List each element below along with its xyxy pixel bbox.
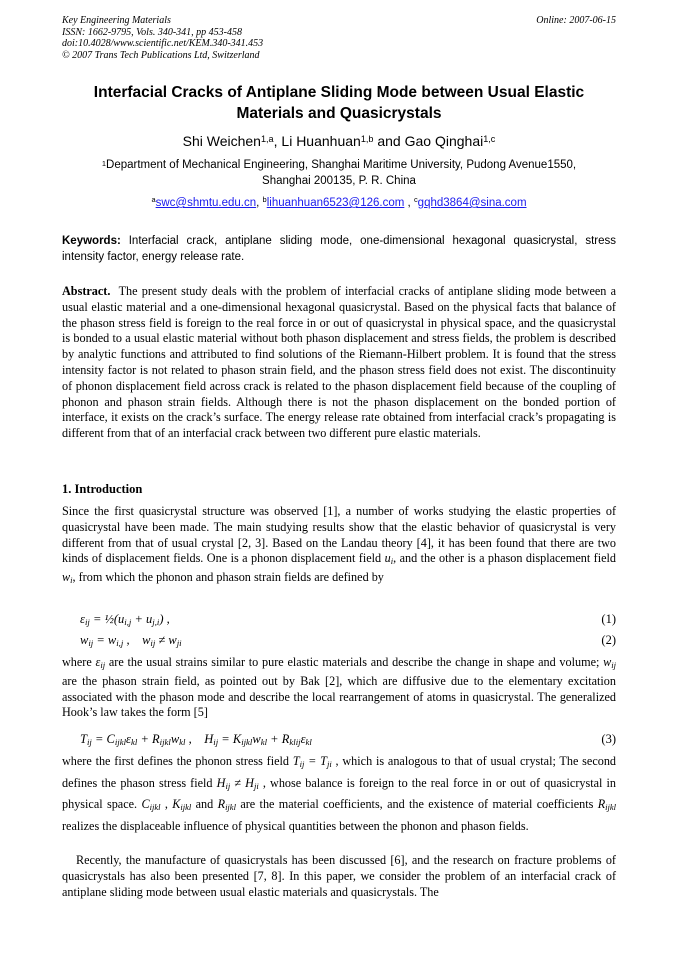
doi-line: doi:10.4028/www.scientific.net/KEM.340-341.453: [62, 38, 264, 49]
email-link[interactable]: swc@shmtu.edu.cn: [155, 197, 257, 209]
intro-paragraph-3: where the first defines the phonon stress field Tij = Tji , which is analogous to that of usual crystal; The second defines the phason stress field Hij ≠ Hji , whose balance is foreign to the real force in or out of quasicrystal in physical space. Cijkl , Kijkl and Rijkl are the material coefficients, and the existence of material coefficients Rijkl realizes the displaceable influence of physical quantities between the phonon and phason fields.: [62, 754, 617, 833]
author-name: Li Huanhuan: [281, 133, 361, 149]
keywords-text: Interfacial crack, antiplane sliding mode, one-dimensional hexagonal quasicrystal, stress intensity factor, energy release rate.: [62, 235, 616, 263]
author-mark: 1,a: [260, 134, 274, 144]
affiliation-line-1: Department of Mechanical Engineering, Shanghai Maritime University, Pudong Avenue1550,: [106, 159, 577, 171]
email-link[interactable]: lihuanhuan6523@126.com: [266, 197, 405, 209]
copyright-line: © 2007 Trans Tech Publications Ltd, Switzerland: [62, 49, 260, 61]
email-separator: ,: [256, 197, 263, 209]
abstract-text: The present study deals with the problem of interfacial cracks of antiplane sliding mode between a usual elastic material and a one-dimensional hexagonal quasicrystal. Based on the physical facts that balance of the phason stress field is foreign to the real force in or out of quasicrystal in physical space, and the quasicrystal is bonded to a usual elastic material without both phason displacement and stress fields, the problem is described by analytic functions and attributed to find solutions of the Riemann-Hilbert problem. It is found that the stress intensity factor is not related to phason strain field, and the phason stress field does not exist. The discontinuity of phonon displacement field across crack is related to the phason displacement field because of the coupling of phonon and phason strain fields. Although there is not the phason displacement on the bonded portion of interface, it exists on the crack’s surface. The energy release rate obtained from interfacial crack’s propagating is different from that of an interfacial crack between two different pure elastic materials.: [62, 284, 616, 441]
affiliation: [62, 158, 616, 189]
journal-name: Key Engineering Materials: [62, 15, 171, 26]
keywords-label: Keywords:: [62, 235, 121, 247]
journal-header: [62, 15, 616, 61]
online-date: Online: 2007-06-15: [536, 15, 616, 26]
author-mark: 1,b: [360, 134, 374, 144]
title-line-2: Materials and Quasicrystals: [236, 105, 442, 122]
affiliation-mark: 1: [101, 159, 107, 168]
paper-title: [62, 82, 616, 124]
author-separator: and: [373, 133, 405, 149]
author-name: Shi Weichen: [182, 133, 261, 149]
intro-paragraph-4: Recently, the manufacture of quasicrystals has been discussed [6], and the research on fracture problems of quasicrystals has also been presented [7, 8]. In this paper, we consider the problem of an interfacial crack of antiplane sliding mode between usual elastic materials and quasicrystals. The: [62, 853, 616, 899]
email-mark: a: [151, 195, 156, 204]
equation-1: εij = ½(ui,j + uj,i) , (1): [80, 612, 616, 627]
equation-number: (1): [601, 612, 616, 626]
author-separator: ,: [273, 133, 282, 149]
author-list: [62, 132, 616, 150]
equation-number: (3): [601, 732, 616, 746]
equation-3: Tij = Cijklεkl + Rijklwkl , Hij = Kijklwkl + Rklijεkl (3): [80, 732, 616, 747]
title-line-1: Interfacial Cracks of Antiplane Sliding Mode between Usual Elastic: [93, 84, 585, 101]
email-mark: b: [262, 195, 267, 204]
intro-paragraph-1: Since the first quasicrystal structure was observed [1], a number of works studying the elastic properties of quasicrystal have been made. The main studying results show that the elastic behavior of quasicrystal is very different from that of usual crystal [2, 3]. Based on the Landau theory [4], it has been found that there are two kinds of displacement fields. One is a phonon displacement field ui, and the other is a phason displacement field wi, from which the phonon and phason strain fields are defined by: [62, 504, 617, 586]
email-separator: ,: [404, 197, 414, 209]
section-heading: 1. Introduction: [62, 482, 143, 496]
email-list: [62, 196, 616, 211]
email-link[interactable]: gqhd3864@sina.com: [417, 197, 527, 209]
equation-2: wij = wi,j , wij ≠ wji (2): [80, 633, 616, 648]
equation-number: (2): [601, 633, 616, 647]
keywords: [62, 233, 616, 265]
intro-paragraph-2: where εij are the usual strains similar to pure elastic materials and describe the change in shape and volume; wij are the phason strain field, as pointed out by Bak [2], which are diffusive due to the elementary excitation associated with the phason mode and describe the local rearrangement of atoms in quasicrystal. The generalized Hook’s law takes the form [5]: [62, 655, 617, 720]
issn-line: ISSN: 1662-9795, Vols. 340-341, pp 453-458: [62, 26, 242, 38]
abstract-label: Abstract.: [62, 284, 111, 298]
affiliation-line-2: Shanghai 200135, P. R. China: [262, 174, 416, 187]
abstract: [62, 284, 616, 442]
email-mark: c: [413, 195, 418, 204]
author-mark: 1,c: [483, 134, 496, 144]
author-name: Gao Qinghai: [404, 133, 484, 149]
